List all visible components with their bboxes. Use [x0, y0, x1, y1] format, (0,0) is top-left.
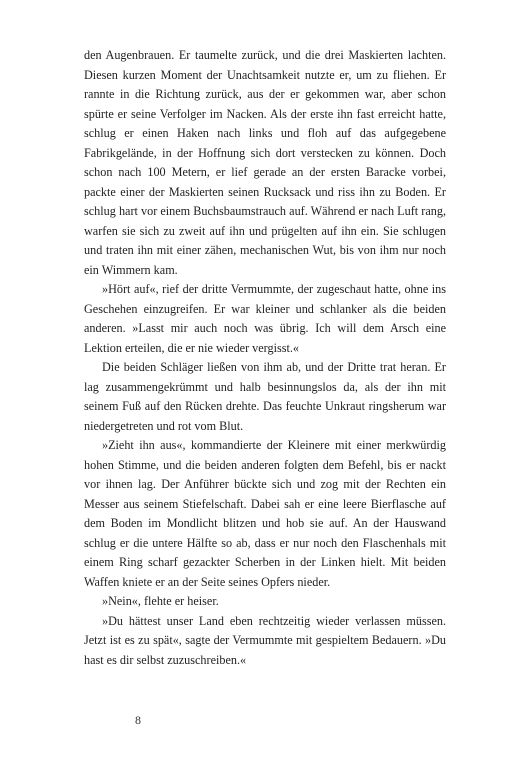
paragraph-5: »Nein«, flehte er heiser. — [102, 594, 219, 608]
page-number: 8 — [135, 713, 141, 727]
page-body — [84, 46, 446, 670]
paragraph-6: »Du hättest unser Land eben rechtzeitig wieder verlassen müssen. Jetzt ist es zu spät«, sagte der Vermummte mit gespieltem Bedauern. »Du hast es dir selbst zuzuschreiben.« — [84, 613, 446, 667]
paragraph-4: »Zieht ihn aus«, kommandierte der Kleinere mit einer merkwürdig hohen Stimme, und die beiden anderen folgten dem Befehl, bis er nackt vor ihnen lag. Der Anführer bückte sich und zog mit der Rechten ein Messer aus seinem Stiefelschaft. Dabei sah er eine leere Bierflasche auf dem Boden im Mondlicht blitzen und hob sie auf. An der Hauswand schlug er die untere Hälfte so ab, dass er nur noch den Flaschenhals mit einem Ring scharf gezackter Scherben in der Linken hielt. Mit beiden Waffen kniete er an der Seite seines Opfers nieder. — [84, 438, 446, 589]
paragraph-2: »Hört auf«, rief der dritte Vermummte, der zugeschaut hatte, ohne ins Geschehen einzugreifen. Er war kleiner und schlanker als die beiden anderen. »Lasst mir auch noch was übrig. Ich will dem Arsch eine Lektion erteilen, die er nie wieder vergisst.« — [84, 282, 446, 355]
paragraph-3: Die beiden Schläger ließen von ihm ab, und der Dritte trat heran. Er lag zusammengekrümmt und halb besinnungslos da, als der ihn mit seinem Fuß auf den Rücken drehte. Das feuchte Unkraut ringsherum war niedergetreten und rot vom Blut. — [84, 360, 446, 433]
paragraph-1: den Augenbrauen. Er taumelte zurück, und die drei Maskierten lachten. Diesen kurzen Moment der Unachtsamkeit nutzte er, um zu fliehen. Er rannte in die Richtung zurück, aus der er gekommen war, aber schon spürte er seine Verfolger im Nacken. Als der erste ihn fast erreicht hatte, schlug er einen Haken nach links und floh auf das aufgegebene Fabrikgelände, in der Hoffnung sich dort verstecken zu können. Doch schon nach 100 Metern, er lief gerade an der ersten Baracke vorbei, packte einer der Maskierten seinen Rucksack und riss ihn zu Boden. Er schlug hart vor einem Buchsbaumstrauch auf. Während er nach Luft rang, warfen sie sich zu zweit auf ihn und prügelten auf ihn ein. Sie schlugen und traten ihn mit einer zähen, mechanischen Wut, bis von ihm nur noch ein Wimmern kam. — [84, 48, 446, 277]
